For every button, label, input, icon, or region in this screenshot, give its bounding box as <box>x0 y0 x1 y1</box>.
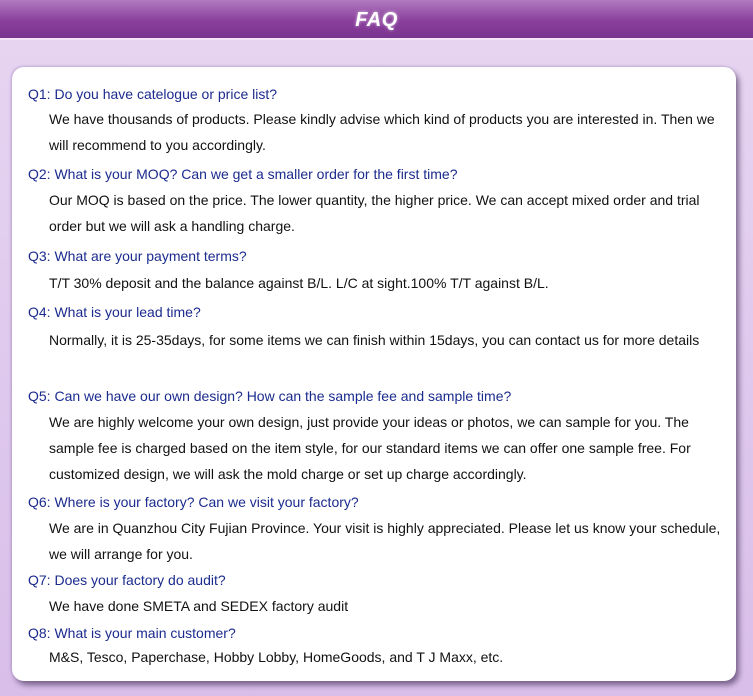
faq-answer: T/T 30% deposit and the balance against B/L. L/C at sight.100% T/T against B/L. <box>49 275 549 291</box>
faq-answer: We are highly welcome your own design, just provide your ideas or photos, we can sample for you. The sample fee is charged based on the item style, for our standard items we can offer one sample free. For customized design, we will ask the mold charge or set up charge accordingly. <box>49 414 691 482</box>
faq-question: Q4: What is your lead time? <box>28 304 201 320</box>
faq-answer: Normally, it is 25-35days, for some items we can finish within 15days, you can contact us for more details <box>49 332 700 348</box>
faq-question: Q1: Do you have catelogue or price list? <box>28 86 278 102</box>
faq-answer: We are in Quanzhou City Fujian Province. Your visit is highly appreciated. Please let us know your schedule, we will arrange for you. <box>49 520 721 562</box>
faq-answer: Our MOQ is based on the price. The lower quantity, the higher price. We can accept mixed order and trial order but we will ask a handling charge. <box>49 192 700 234</box>
faq-question: Q7: Does your factory do audit? <box>28 572 226 588</box>
faq-card <box>12 67 736 681</box>
faq-answer: We have done SMETA and SEDEX factory audit <box>49 598 349 614</box>
faq-question: Q2: What is your MOQ? Can we get a smaller order for the first time? <box>28 166 458 182</box>
faq-question: Q6: Where is your factory? Can we visit your factory? <box>28 494 359 510</box>
faq-answer: We have thousands of products. Please kindly advise which kind of products you are interested in. Then we will recommend to you accordingly. <box>49 111 715 153</box>
page-title: FAQ <box>355 9 398 31</box>
faq-answer: M&S, Tesco, Paperchase, Hobby Lobby, HomeGoods, and T J Maxx, etc. <box>49 649 504 665</box>
faq-question: Q8: What is your main customer? <box>28 625 236 641</box>
faq-question: Q5: Can we have our own design? How can the sample fee and sample time? <box>28 388 512 404</box>
faq-question: Q3: What are your payment terms? <box>28 248 247 264</box>
